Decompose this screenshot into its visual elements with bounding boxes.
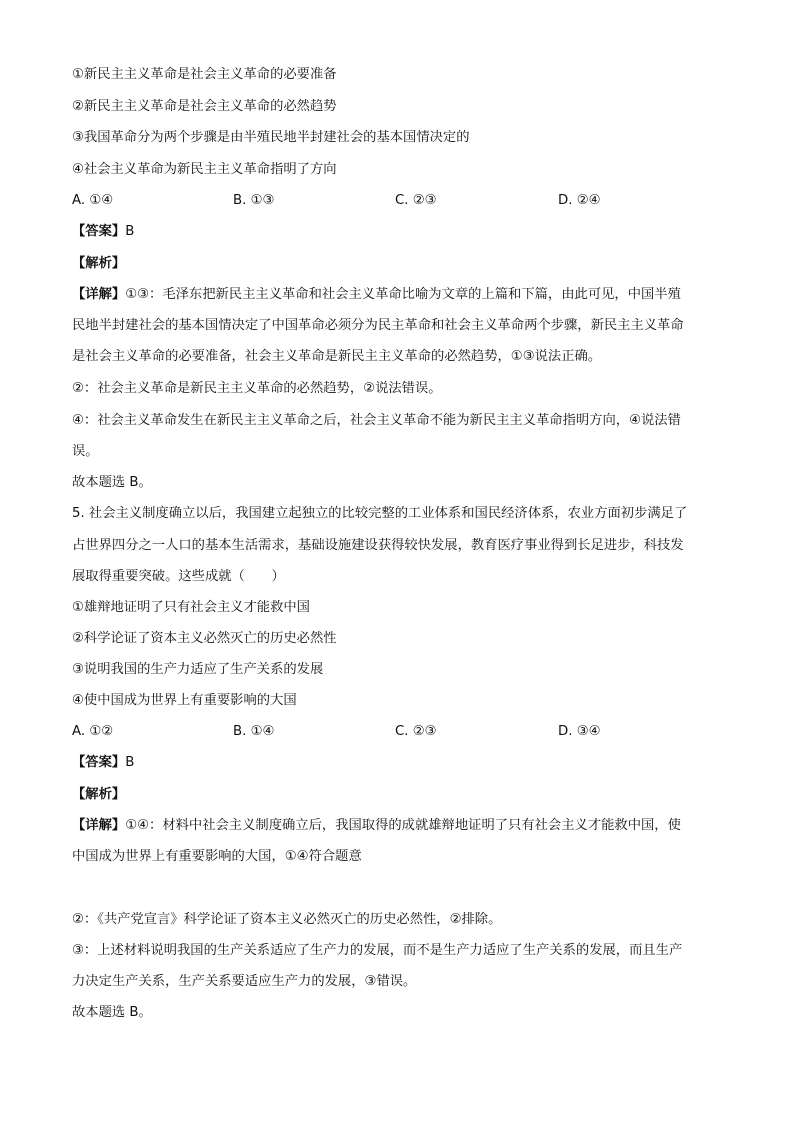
q4-item-2: ②新民主主义革命是社会主义革命的必然趋势	[72, 99, 337, 114]
q5-item-3: ③说明我国的生产力适应了生产关系的发展	[72, 662, 324, 677]
q5-option-c: C. ②③	[395, 724, 437, 739]
q4-option-b: B. ①③	[233, 193, 275, 208]
q4-detail-line-3: 是社会主义革命的必要准备，社会主义革命是新民主主义革命的必然趋势，①③说法正确。	[72, 349, 602, 364]
q4-detail-line-1	[72, 285, 734, 305]
answer-label: 【答案】	[72, 755, 126, 770]
q4-conclusion: 故本题选 B。	[72, 475, 152, 490]
q5-options	[72, 722, 732, 742]
q4-option-d: D. ②④	[558, 193, 601, 208]
q5-option-a: A. ①②	[72, 724, 114, 739]
answer-value: B	[125, 224, 135, 239]
detail-label: 【详解】	[72, 287, 126, 302]
q4-options	[72, 191, 732, 211]
q5-item-1: ①雄辩地证明了只有社会主义才能救中国	[72, 600, 310, 615]
q5-option-b: B. ①④	[233, 724, 275, 739]
q5-detail-line-2: 中国成为世界上有重要影响的大国，①④符合题意	[72, 849, 362, 864]
answer-value: B	[125, 755, 135, 770]
q4-option-a: A. ①④	[72, 193, 114, 208]
q5-extra-line-3: 力决定生产关系，生产关系要适应生产力的发展，③错误。	[72, 974, 417, 989]
q5-stem-line-1: 5. 社会主义制度确立以后，我国建立起独立的比较完整的工业体系和国民经济体系，农业方面初步满足了	[72, 506, 688, 521]
q5-conclusion: 故本题选 B。	[72, 1005, 152, 1020]
q5-extra-line-2: ③：上述材料说明我国的生产关系适应了生产力的发展，而不是生产力适应了生产关系的发展，而且生产	[72, 943, 683, 958]
q5-analysis-label: 【解析】	[72, 787, 126, 802]
q4-detail-line-6: 误。	[72, 444, 99, 459]
q5-option-d: D. ③④	[558, 724, 601, 739]
q4-detail-line-5: ④：社会主义革命发生在新民主主义革命之后，社会主义革命不能为新民主主义革命指明方向，④说法错	[72, 413, 681, 428]
q5-item-2: ②科学论证了资本主义必然灭亡的历史必然性	[72, 631, 337, 646]
q5-answer	[72, 753, 734, 773]
q4-item-4: ④社会主义革命为新民主主义革命指明了方向	[72, 162, 337, 177]
q5-stem-line-3: 展取得重要突破。这些成就（ ）	[72, 569, 285, 584]
q5-item-4: ④使中国成为世界上有重要影响的大国	[72, 693, 297, 708]
q4-answer	[72, 222, 734, 242]
q4-detail-line-4: ②：社会主义革命是新民主主义革命的必然趋势，②说法错误。	[72, 381, 442, 396]
q4-option-c: C. ②③	[395, 193, 437, 208]
detail-text: ①③：毛泽东把新民主主义革命和社会主义革命比喻为文章的上篇和下篇，由此可见，中国半殖	[125, 287, 681, 302]
q4-item-3: ③我国革命分为两个步骤是由半殖民地半封建社会的基本国情决定的	[72, 130, 470, 145]
detail-label: 【详解】	[72, 818, 126, 833]
q4-analysis-label: 【解析】	[72, 256, 126, 271]
detail-text: ①④：材料中社会主义制度确立后，我国取得的成就雄辩地证明了只有社会主义才能救中国，使	[125, 818, 681, 833]
answer-label: 【答案】	[72, 224, 126, 239]
q5-detail-line-1	[72, 816, 734, 836]
q5-extra-line-1: ②：《共产党宣言》科学论证了资本主义必然灭亡的历史必然性，②排除。	[72, 912, 502, 927]
q4-item-1: ①新民主主义革命是社会主义革命的必要准备	[72, 67, 337, 82]
q5-stem-line-2: 占世界四分之一人口的基本生活需求，基础设施建设获得较快发展，教育医疗事业得到长足进步，科技发	[72, 538, 684, 553]
q4-detail-line-2: 民地半封建社会的基本国情决定了中国革命必须分为民主革命和社会主义革命两个步骤，新民主主义革命	[72, 318, 684, 333]
